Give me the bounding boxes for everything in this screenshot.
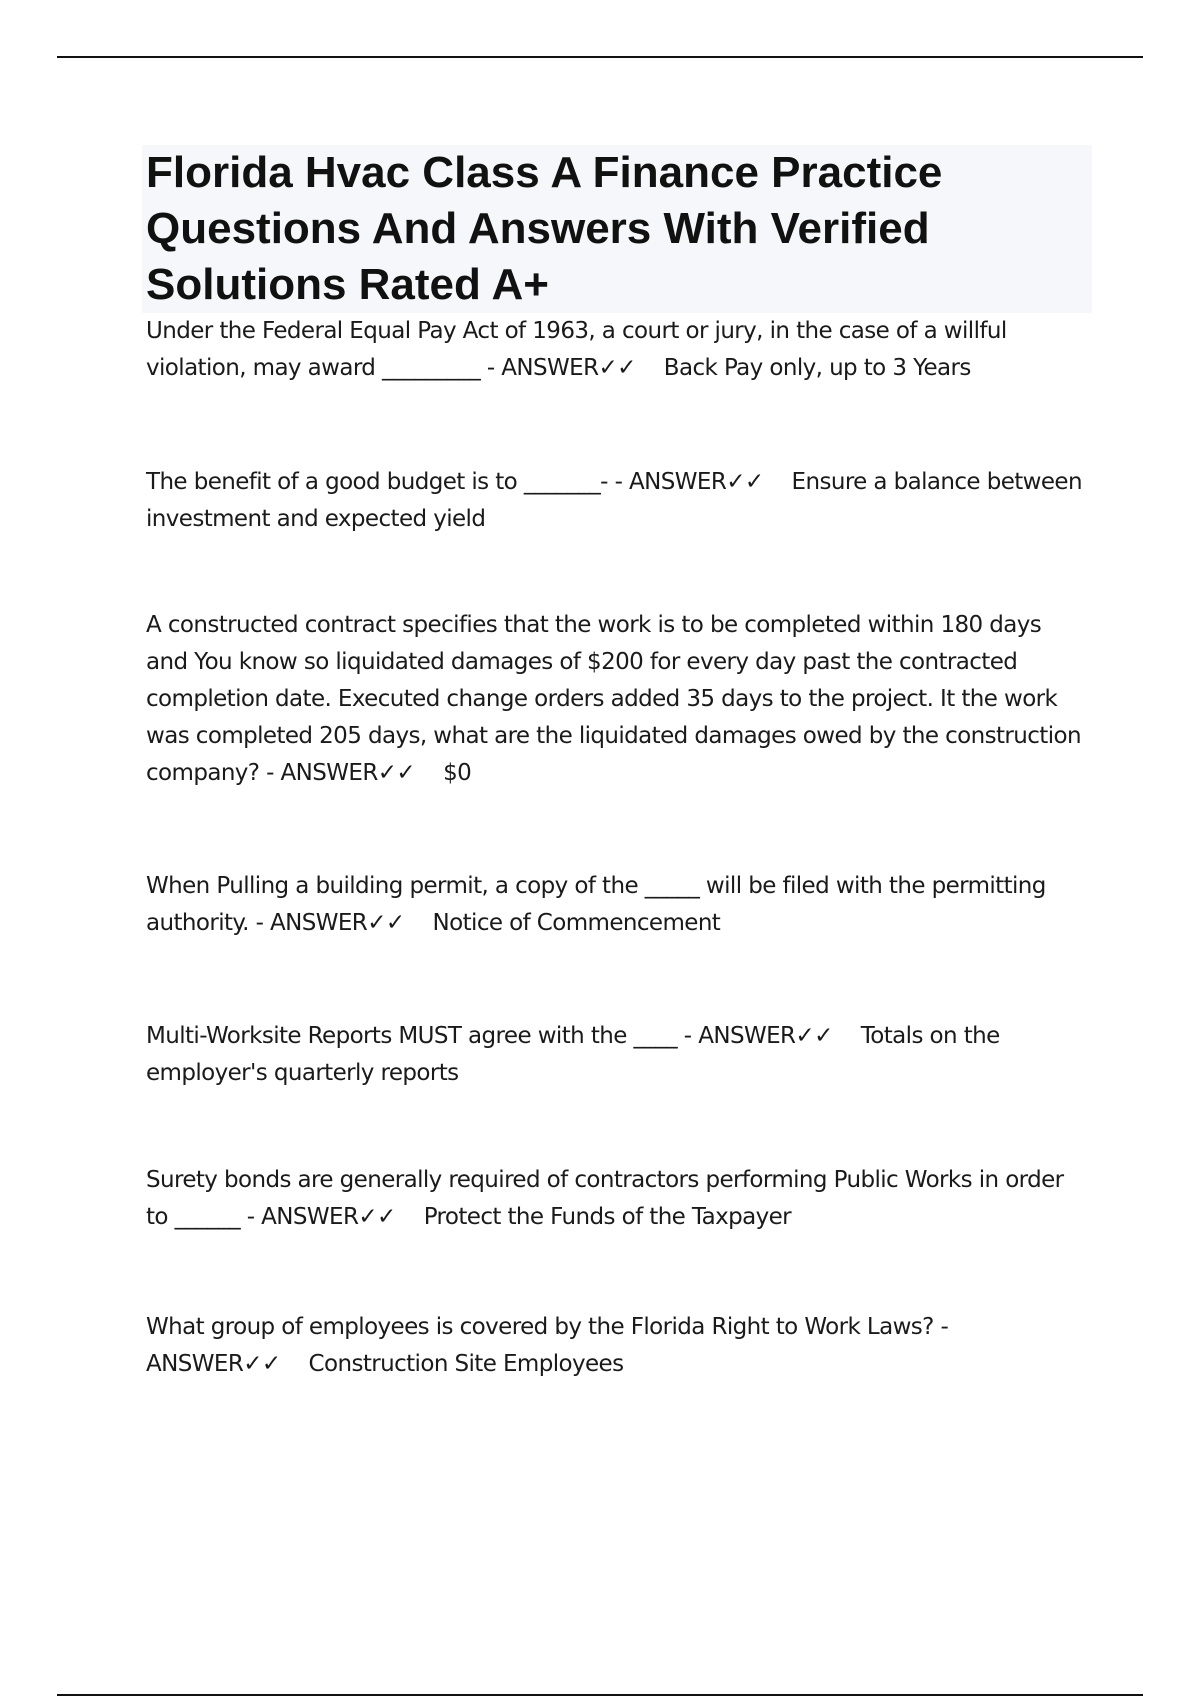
answer-text: Protect the Funds of the Taxpayer bbox=[423, 1204, 791, 1230]
qa-item-1 bbox=[146, 313, 1086, 387]
document-title: Florida Hvac Class A Finance Practice Questions And Answers With Verified Solutions Rated A+ bbox=[146, 148, 943, 309]
answer-label: ANSWER bbox=[261, 1204, 359, 1230]
answer-label: ANSWER bbox=[629, 469, 727, 495]
answer-label: ANSWER bbox=[269, 910, 368, 936]
answer-text: Ensure a balance between investment and expected yield bbox=[146, 469, 1082, 532]
qa-item-5 bbox=[146, 1018, 1086, 1092]
answer-label: ANSWER bbox=[698, 1023, 796, 1049]
answer-separator: - bbox=[480, 355, 502, 381]
answer-label: ANSWER bbox=[146, 1351, 244, 1377]
qa-item-2 bbox=[146, 464, 1086, 538]
question-text: A constructed contract specifies that the work is to be completed within 180 days and You know so liquidated damages of $200 for every day past the contracted completion date. Executed change orders added 35 days to the project. It the work was completed 205 days, what are the liquidated damages owed by the construction company? bbox=[146, 612, 1081, 786]
answer-text: $0 bbox=[443, 760, 472, 786]
question-text: The benefit of a good budget is to _______- bbox=[146, 469, 608, 495]
question-text: What group of employees is covered by the Florida Right to Work Laws? bbox=[146, 1314, 934, 1340]
double-check-icon: ✓✓ bbox=[795, 1023, 833, 1049]
answer-text: Back Pay only, up to 3 Years bbox=[663, 355, 971, 381]
double-check-icon: ✓✓ bbox=[358, 1204, 396, 1230]
qa-item-4 bbox=[146, 868, 1086, 942]
double-check-icon: ✓✓ bbox=[367, 910, 405, 936]
qa-item-6 bbox=[146, 1162, 1086, 1236]
answer-label: ANSWER bbox=[501, 355, 599, 381]
answer-separator: - bbox=[677, 1023, 699, 1049]
double-check-icon: ✓✓ bbox=[726, 469, 764, 495]
qa-item-7 bbox=[146, 1309, 1086, 1383]
question-text: Multi-Worksite Reports MUST agree with the ____ bbox=[146, 1023, 678, 1049]
answer-separator: - bbox=[607, 469, 629, 495]
question-text: Under the Federal Equal Pay Act of 1963, a court or jury, in the case of a willful violation, may award _________ bbox=[146, 318, 1007, 381]
qa-item-3 bbox=[146, 607, 1086, 792]
answer-separator: - bbox=[933, 1314, 949, 1340]
double-check-icon: ✓✓ bbox=[598, 355, 636, 381]
answer-label: ANSWER bbox=[280, 760, 378, 786]
question-text: When Pulling a building permit, a copy of the _____ will be filed with the permitting authority. bbox=[146, 873, 1046, 936]
answer-separator: - bbox=[259, 760, 281, 786]
answer-text: Totals on the employer's quarterly reports bbox=[146, 1023, 1000, 1086]
double-check-icon: ✓✓ bbox=[377, 760, 416, 786]
footer-rule bbox=[57, 1694, 1143, 1696]
answer-separator: - bbox=[240, 1204, 262, 1230]
double-check-icon: ✓✓ bbox=[243, 1351, 281, 1377]
answer-separator: - bbox=[248, 910, 270, 936]
answer-text: Construction Site Employees bbox=[308, 1351, 624, 1377]
question-text: Surety bonds are generally required of contractors performing Public Works in order to ______ bbox=[146, 1167, 1064, 1230]
answer-text: Notice of Commencement bbox=[432, 910, 721, 936]
header-rule bbox=[57, 56, 1143, 58]
